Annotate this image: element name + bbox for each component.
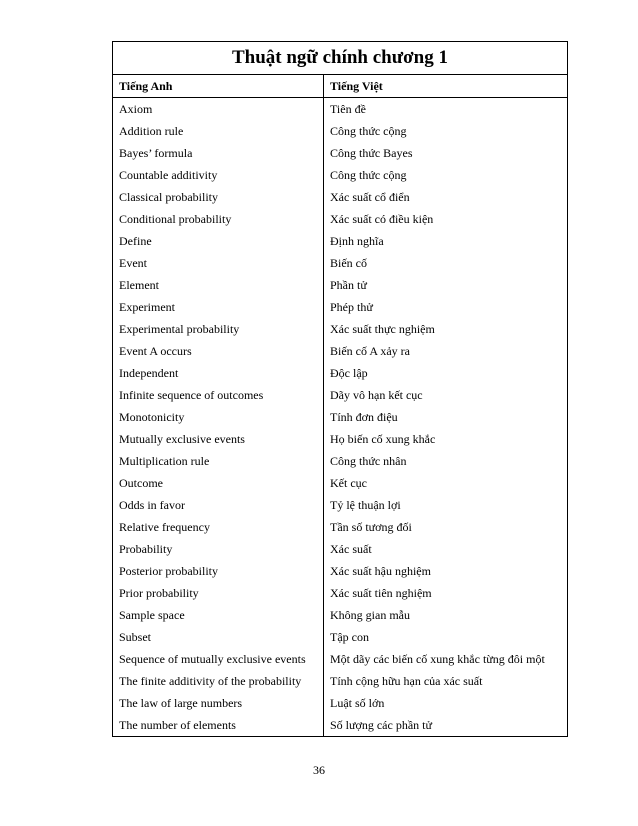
english-term: Event A occurs [113,340,324,362]
english-term: Subset [113,626,324,648]
table-row [113,274,567,296]
vietnamese-term: Phần tử [330,278,367,292]
vietnamese-term: Công thức nhân [330,454,407,468]
table-row [113,406,567,428]
vietnamese-term: Xác suất tiên nghiệm [330,586,432,600]
vietnamese-term: Số lượng các phần tử [330,718,432,732]
vietnamese-term: Công thức cộng [330,124,407,138]
vietnamese-term: Xác suất [330,542,372,556]
vietnamese-term: Luật số lớn [330,696,385,710]
table-row [113,340,567,362]
english-term: Conditional probability [113,208,324,230]
english-term: Addition rule [113,120,324,142]
english-term: Sample space [113,604,324,626]
vietnamese-term: Xác suất có điều kiện [330,212,434,226]
header-vietnamese: Tiếng Việt [330,79,383,93]
vietnamese-term: Tập con [330,630,369,644]
english-term: Axiom [113,98,324,120]
vietnamese-term: Xác suất hậu nghiệm [330,564,431,578]
vietnamese-term: Biến cố A xảy ra [330,344,410,358]
english-term: Prior probability [113,582,324,604]
english-term: The number of elements [113,714,324,736]
vietnamese-term: Tính cộng hữu hạn của xác suất [330,674,483,688]
table-row [113,538,567,560]
table-row [113,252,567,274]
table-row [113,428,567,450]
table-row [113,120,567,142]
table-title: Thuật ngữ chính chương 1 [113,42,567,75]
vietnamese-term: Xác suất thực nghiệm [330,322,435,336]
english-term: Countable additivity [113,164,324,186]
english-term: Classical probability [113,186,324,208]
table-row [113,472,567,494]
english-term: Element [113,274,324,296]
vietnamese-term: Công thức cộng [330,168,407,182]
table-row [113,604,567,626]
table-row [113,98,567,120]
english-term: Define [113,230,324,252]
english-term: Posterior probability [113,560,324,582]
table-row [113,450,567,472]
vietnamese-term: Độc lập [330,366,368,380]
english-term: Probability [113,538,324,560]
table-row [113,714,567,736]
glossary-table [112,41,568,737]
table-row [113,186,567,208]
english-term: The finite additivity of the probability [113,670,324,692]
english-term: Infinite sequence of outcomes [113,384,324,406]
vietnamese-term: Không gian mẫu [330,608,410,622]
table-row [113,318,567,340]
vietnamese-term: Xác suất cổ điển [330,190,410,204]
table-row [113,208,567,230]
english-term: Experimental probability [113,318,324,340]
vietnamese-term: Dãy vô hạn kết cục [330,388,423,402]
table-row [113,494,567,516]
page-number: 36 [313,763,325,777]
english-term: Bayes’ formula [113,142,324,164]
table-row [113,142,567,164]
vietnamese-term: Họ biến cố xung khắc [330,432,436,446]
header-english: Tiếng Anh [113,75,324,97]
vietnamese-term: Tần số tương đối [330,520,412,534]
english-term: Odds in favor [113,494,324,516]
english-term: Independent [113,362,324,384]
vietnamese-term: Tiên đề [330,102,366,116]
vietnamese-term: Định nghĩa [330,234,384,248]
vietnamese-term: Một dãy các biến cố xung khắc từng đôi một [330,652,545,666]
vietnamese-term: Tính đơn điệu [330,410,398,424]
table-row [113,582,567,604]
vietnamese-term: Biến cố [330,256,367,270]
english-term: The law of large numbers [113,692,324,714]
header-row [113,75,567,98]
table-row [113,692,567,714]
table-row [113,230,567,252]
table-row [113,648,567,670]
vietnamese-term: Kết cục [330,476,367,490]
english-term: Relative frequency [113,516,324,538]
table-row [113,516,567,538]
english-term: Event [113,252,324,274]
vietnamese-term: Phép thử [330,300,373,314]
english-term: Mutually exclusive events [113,428,324,450]
table-row [113,362,567,384]
english-term: Experiment [113,296,324,318]
english-term: Outcome [113,472,324,494]
english-term: Sequence of mutually exclusive events [113,648,324,670]
table-row [113,296,567,318]
table-row [113,626,567,648]
table-row [113,164,567,186]
vietnamese-term: Tỷ lệ thuận lợi [330,498,401,512]
english-term: Multiplication rule [113,450,324,472]
table-row [113,384,567,406]
table-body [113,98,567,736]
table-row [113,670,567,692]
table-row [113,560,567,582]
vietnamese-term: Công thức Bayes [330,146,413,160]
english-term: Monotonicity [113,406,324,428]
